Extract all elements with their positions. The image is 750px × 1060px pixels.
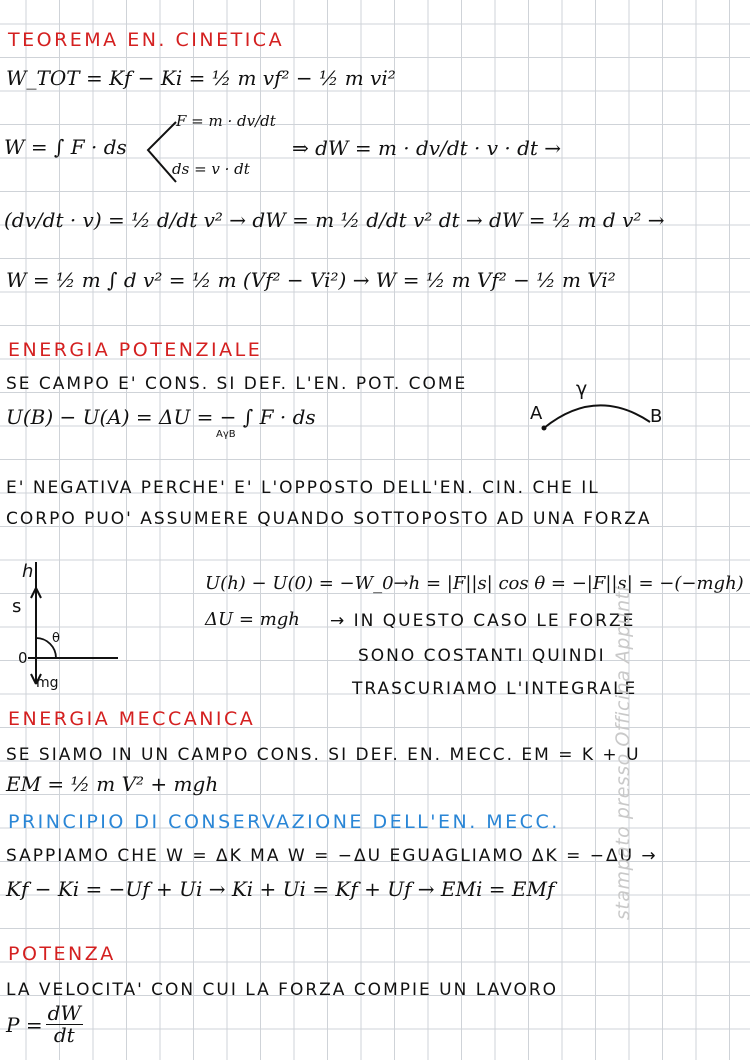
heading-kinetic: TEOREMA EN. CINETICA [8, 29, 285, 51]
work-def-result: ⇒ dW = m · dv/dt · v · dt → [292, 136, 562, 160]
heading-power: POTENZA [8, 943, 116, 965]
figure-theta-label: θ [52, 631, 60, 646]
potential-line-1: SE CAMPO E' CONS. SI DEF. L'EN. POT. COME [6, 374, 468, 394]
arc-path-diagram [528, 378, 668, 438]
mechanical-line-1: SE SIAMO IN UN CAMPO CONS. SI DEF. EN. MECC. EM = K + U [6, 745, 641, 765]
work-definition: W = ∫ F · ds [4, 135, 127, 159]
potential-eq: U(B) − U(A) = ΔU = − ∫ F · ds [6, 405, 316, 429]
potential-note-1: E' NEGATIVA PERCHE' E' L'OPPOSTO DELL'EN. CIN. CHE IL [6, 478, 600, 498]
power-line-1: LA VELOCITA' CON CUI LA FORZA COMPIE UN LAVORO [6, 980, 559, 1000]
figure-displacement-label: s [12, 596, 22, 617]
arc-gamma-label: γ [576, 378, 588, 400]
power-eq [6, 1003, 86, 1046]
power-numerator: dW [47, 1001, 81, 1025]
power-fraction [46, 1003, 83, 1046]
arc-point-b: B [650, 406, 663, 427]
kinetic-eq-1: W_TOT = Kf − Ki = ½ m vf² − ½ m vi² [6, 66, 396, 90]
potential-eq-3-text-2: SONO COSTANTI QUINDI [358, 646, 606, 666]
heading-potential: ENERGIA POTENZIALE [8, 339, 263, 361]
power-denominator: dt [53, 1023, 75, 1047]
potential-note-2: CORPO PUO' ASSUMERE QUANDO SOTTOPOSTO AD UNA FORZA [6, 509, 652, 529]
heading-conservation: PRINCIPIO DI CONSERVAZIONE DELL'EN. MECC. [8, 811, 560, 833]
potential-eq-path: AγB [216, 429, 236, 440]
potential-eq-2: U(h) − U(0) = −W_0→h = |F||s| cos θ = −|F||s| = −(−mgh) [205, 573, 744, 594]
potential-eq-3-text-3: TRASCURIAMO L'INTEGRALE [352, 679, 638, 699]
kinetic-eq-3: (dv/dt · v) = ½ d/dt v² → dW = m ½ d/dt v² dt → dW = ½ m d v² → [4, 208, 665, 232]
conservation-line-2: Kf − Ki = −Uf + Ui → Ki + Ui = Kf + Uf → EMi = EMf [6, 877, 555, 901]
work-def-displacement: ds = v · dt [172, 160, 250, 178]
conservation-line-1: SAPPIAMO CHE W = ΔK MA W = −ΔU EGUAGLIAMO ΔK = −ΔU → [6, 846, 658, 866]
potential-eq-3-text: → IN QUESTO CASO LE FORZE [330, 611, 636, 631]
watermark: stampato presso Officina Appunti [612, 585, 634, 920]
figure-height-label: h [22, 561, 34, 582]
potential-eq-3-delta: ΔU = mgh [205, 609, 300, 630]
heading-mechanical: ENERGIA MECCANICA [8, 708, 256, 730]
mechanical-eq: EM = ½ m V² + mgh [6, 772, 219, 796]
figure-origin-label: 0 [18, 649, 28, 667]
arc-point-a: A [530, 403, 543, 424]
figure-weight-label: mg [36, 675, 59, 691]
power-eq-left: P = [6, 1012, 43, 1037]
work-def-force: F = m · dv/dt [176, 112, 276, 130]
kinetic-eq-4: W = ½ m ∫ d v² = ½ m (Vf² − Vi²) → W = ½ m Vf² − ½ m Vi² [6, 268, 616, 292]
